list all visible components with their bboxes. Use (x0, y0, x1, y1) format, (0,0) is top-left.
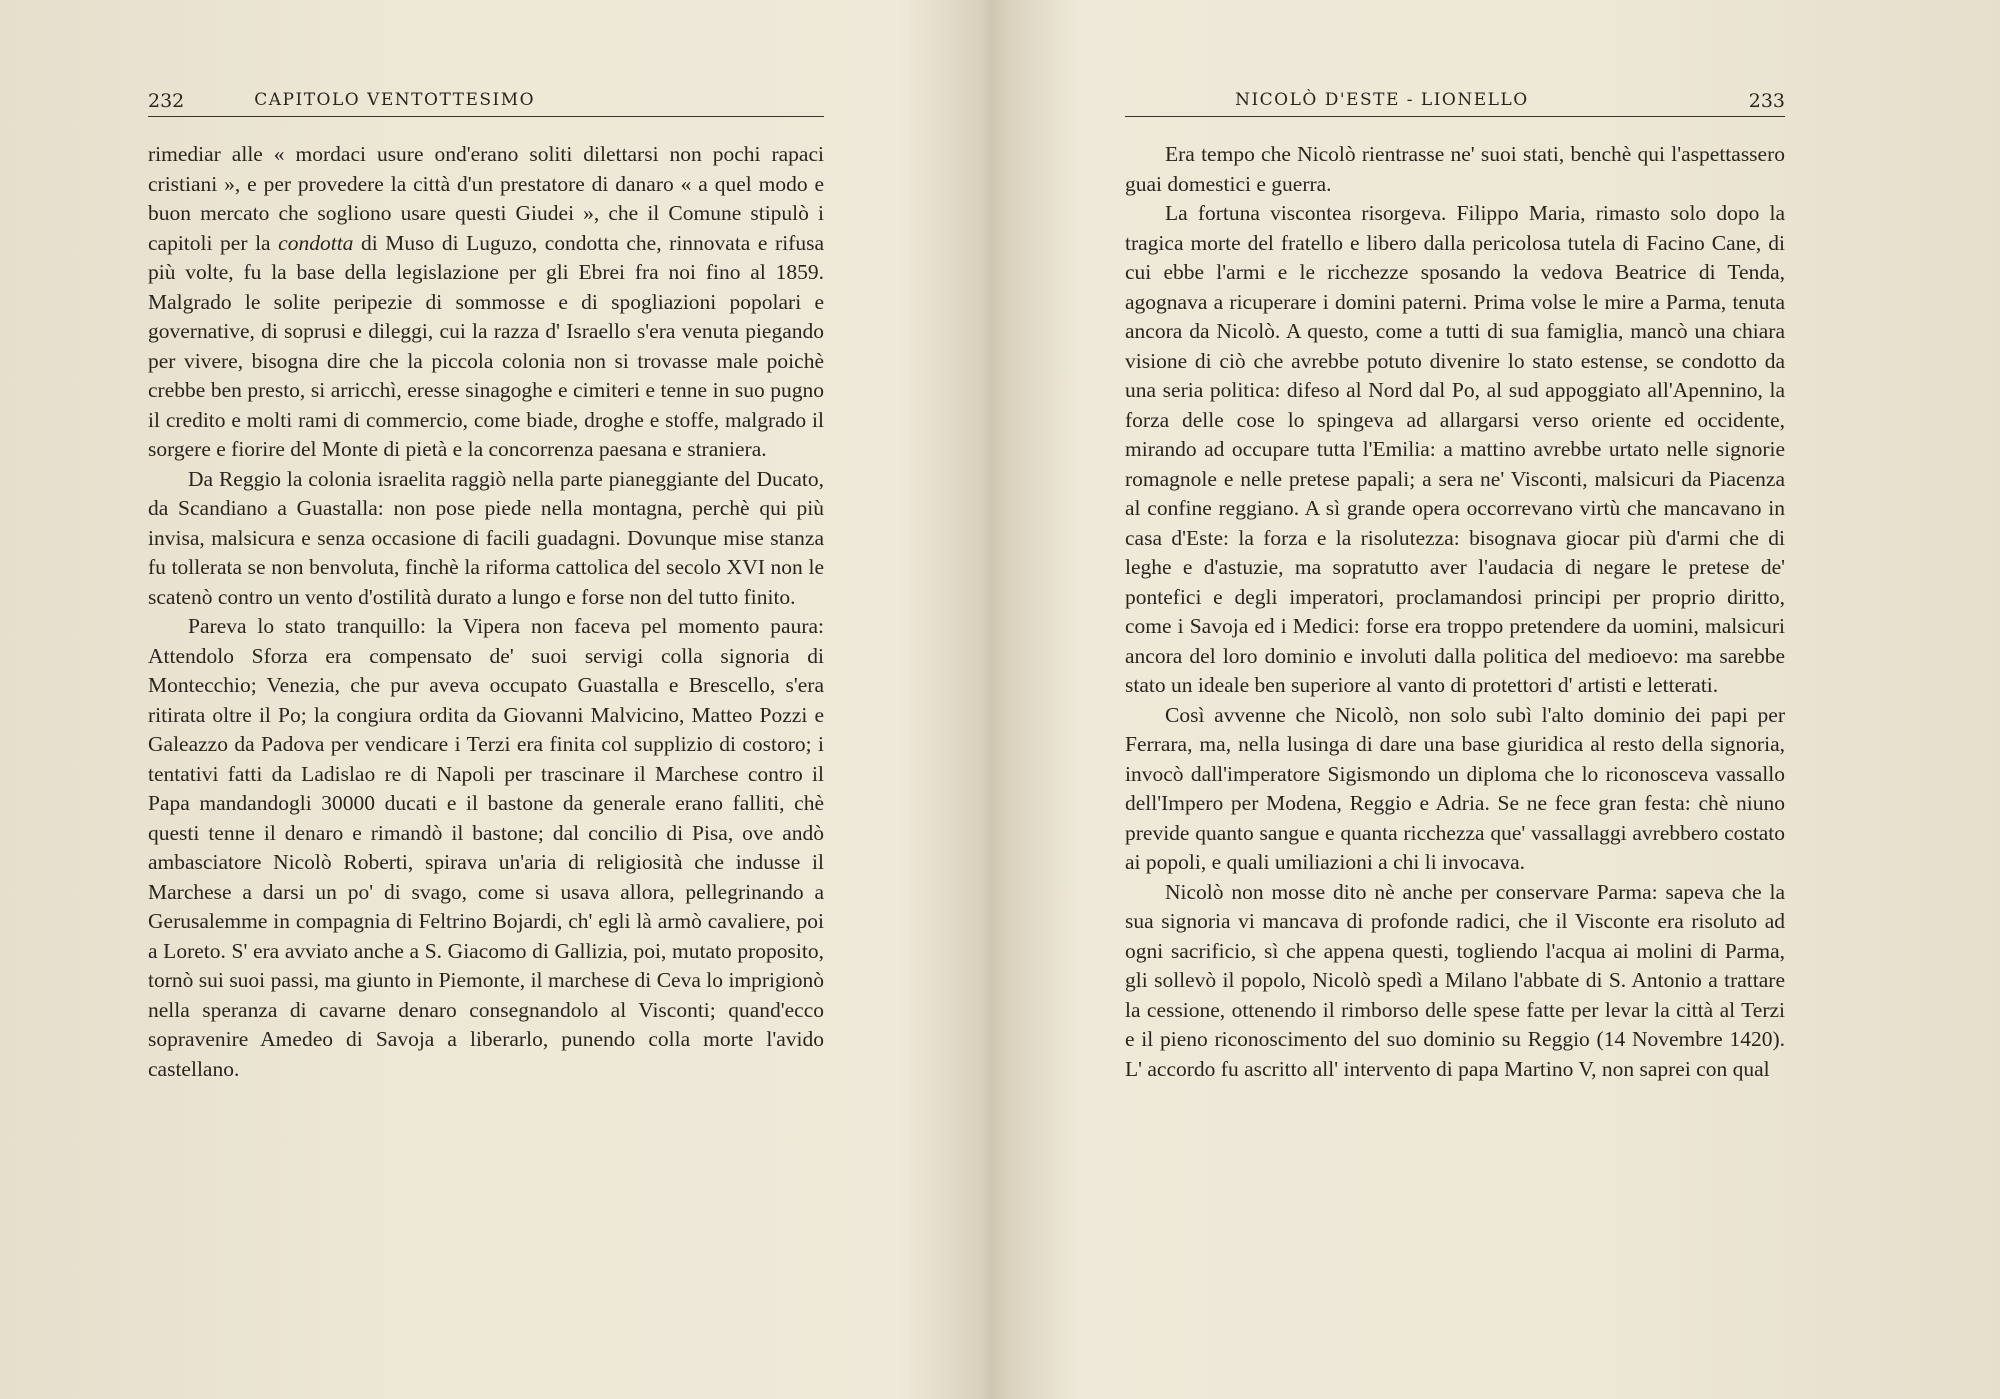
paragraph: La fortuna viscontea risorgeva. Filippo Maria, rimasto solo dopo la tragica morte del fratello e libero dalla pericolosa tutela di Facino Cane, di cui ebbe l'armi e le ricchezze sposando la vedova Beatrice di Tenda, agognava a ricuperare i domini paterni. Prima volse le mire a Parma, tenuta ancora da Nicolò. A questo, come a tutti di sua famiglia, mancò una chiara visione di ciò che avrebbe potuto divenire lo stato estense, se condotto da una seria politica: difeso al Nord dal Po, al sud appoggiato all'Apennino, la forza delle cose lo spingeva ad allargarsi verso oriente ed occidente, mirando ad occupare tutta l'Emilia: a mattino avrebbe urtato nelle signorie romagnole e nelle pretese papali; a sera ne' Visconti, malsicuri da Piacenza al confine reggiano. A sì grande opera occorrevano virtù che mancavano in casa d'Este: la forza e la risolutezza: bisognava giocar più d'armi che di leghe e d'astuzie, ma sopratutto aver l'audacia di negare le pretese de' pontefici e degli imperatori, proclamandosi principi per proprio diritto, come i Savoja ed i Medici: forse era troppo pretendere da uomini, malsicuri ancora del loro dominio e involuti dalla politica del medioevo: ma sarebbe stato un ideale ben superiore al vanto di protettori d' artisti e letterati. (1125, 201, 1785, 697)
paragraph: Da Reggio la colonia israelita raggiò nella parte pianeggiante del Ducato, da Scandiano a Guastalla: non pose piede nella montagna, perchè qui più invisa, malsicura e senza occasione di facili guadagni. Dovunque mise stanza fu tollerata se non benvoluta, finchè la riforma cattolica del secolo XVI non le scatenò contro un vento d'ostilità durato a lungo e forse non del tutto finito. (148, 466, 824, 609)
paragraph: Così avvenne che Nicolò, non solo subì l'alto dominio dei papi per Ferrara, ma, nella lusinga di dare una base giuridica al resto della signoria, invocò dall'imperatore Sigismondo un diploma che lo riconosceva vassallo dell'Impero per Modena, Reggio e Adria. Se ne fece gran festa: chè niuno previde quanto sangue e quanta ricchezza que' vassallaggi avrebbero costato ai popoli, e quali umiliazioni a chi li invocava. (1125, 702, 1785, 874)
paragraph: Era tempo che Nicolò rientrasse ne' suoi stati, benchè qui l'aspettassero guai domestici e guerra. (1125, 142, 1785, 196)
page-number: 232 (148, 90, 185, 112)
right-page-header (1125, 82, 1785, 117)
paragraph: Pareva lo stato tranquillo: la Vipera non faceva pel momento paura: Attendolo Sforza era compensato de' suoi servigi colla signoria di Montecchio; Venezia, che pur aveva occupato Guastalla e Brescello, s'era ritirata oltre il Po; la congiura ordita da Giovanni Malvicino, Matteo Pozzi e Galeazzo da Padova per vendicare i Terzi era finita col supplizio di costoro; i tentativi fatti da Ladislao re di Napoli per trascinare il Marchese contro il Papa mandandogli 30000 ducati e il bastone da generale erano falliti, chè questi tenne il denaro e rimandò il bastone; dal concilio di Pisa, ove andò ambasciatore Nicolò Roberti, spirava un'aria di religiosità che indusse il Marchese a darsi un po' di svago, come si usava allora, pellegrinando a Gerusalemme in compagnia di Feltrino Bojardi, ch' egli là armò cavaliere, poi a Loreto. S' era avviato anche a S. Giacomo di Gallizia, poi, mutato proposito, tornò sui suoi passi, ma giunto in Piemonte, il marchese di Ceva lo imprigionò nella speranza di cavarne denaro consegnandolo al Visconti; quand'ecco sopravenire Amedeo di Savoja a liberarlo, punendo colla morte l'avido castellano. (148, 614, 824, 1081)
left-page-body (148, 140, 824, 1084)
paragraph: Nicolò non mosse dito nè anche per conservare Parma: sapeva che la sua signoria vi mancava di profonde radici, che il Visconte era risoluto ad ogni sacrificio, sì che appena questi, togliendo l'acqua ai molini di Parma, gli sollevò il popolo, Nicolò spedì a Milano l'abbate di S. Antonio a trattare la cessione, ottenendo il rimborso delle spese fatte per levar la città al Terzi e il pieno riconoscimento del suo dominio su Reggio (14 Novembre 1420). L' accordo fu ascritto all' intervento di papa Martino V, non saprei con qual (1125, 879, 1785, 1081)
paragraph-text-after: di Muso di Luguzo, condotta che, rinnovata e rifusa più volte, fu la base della legislazione per gli Ebrei fra noi fino al 1859. Malgrado le solite peripezie di sommosse e di spogliazioni popolari e governative, di soprusi e dileggi, cui la razza d' Israello s'era venuta piegando per vivere, bisogna dire che la piccola colonia non si trovasse male poichè crebbe ben presto, si arricchì, eresse sinagoghe e cimiteri e tenne in suo pugno il credito e molti rami di commercio, come biade, droghe e stoffe, malgrado il sorgere e fiorire del Monte di pietà e la concorrenza paesana e straniera. (148, 230, 824, 461)
paragraph-text-before: rimediar alle « mordaci usure ond'erano soliti dilettarsi non pochi rapaci cristiani », e per provedere la città d'un prestatore di danaro « a quel modo e buon mercato che sogliono usare questi Giudei », che il Comune stipulò i capitoli per la (148, 142, 824, 255)
left-page-header (148, 82, 824, 117)
page-number: 233 (1748, 90, 1785, 112)
paragraph (148, 140, 824, 465)
running-head: CAPITOLO VENTOTTESIMO (254, 90, 536, 110)
left-page (0, 0, 985, 1399)
running-head: NICOLÒ D'ESTE - LIONELLO (1235, 90, 1529, 110)
italic-term: condotta (278, 230, 354, 255)
right-page (985, 0, 2000, 1399)
right-page-body (1125, 140, 1785, 1084)
